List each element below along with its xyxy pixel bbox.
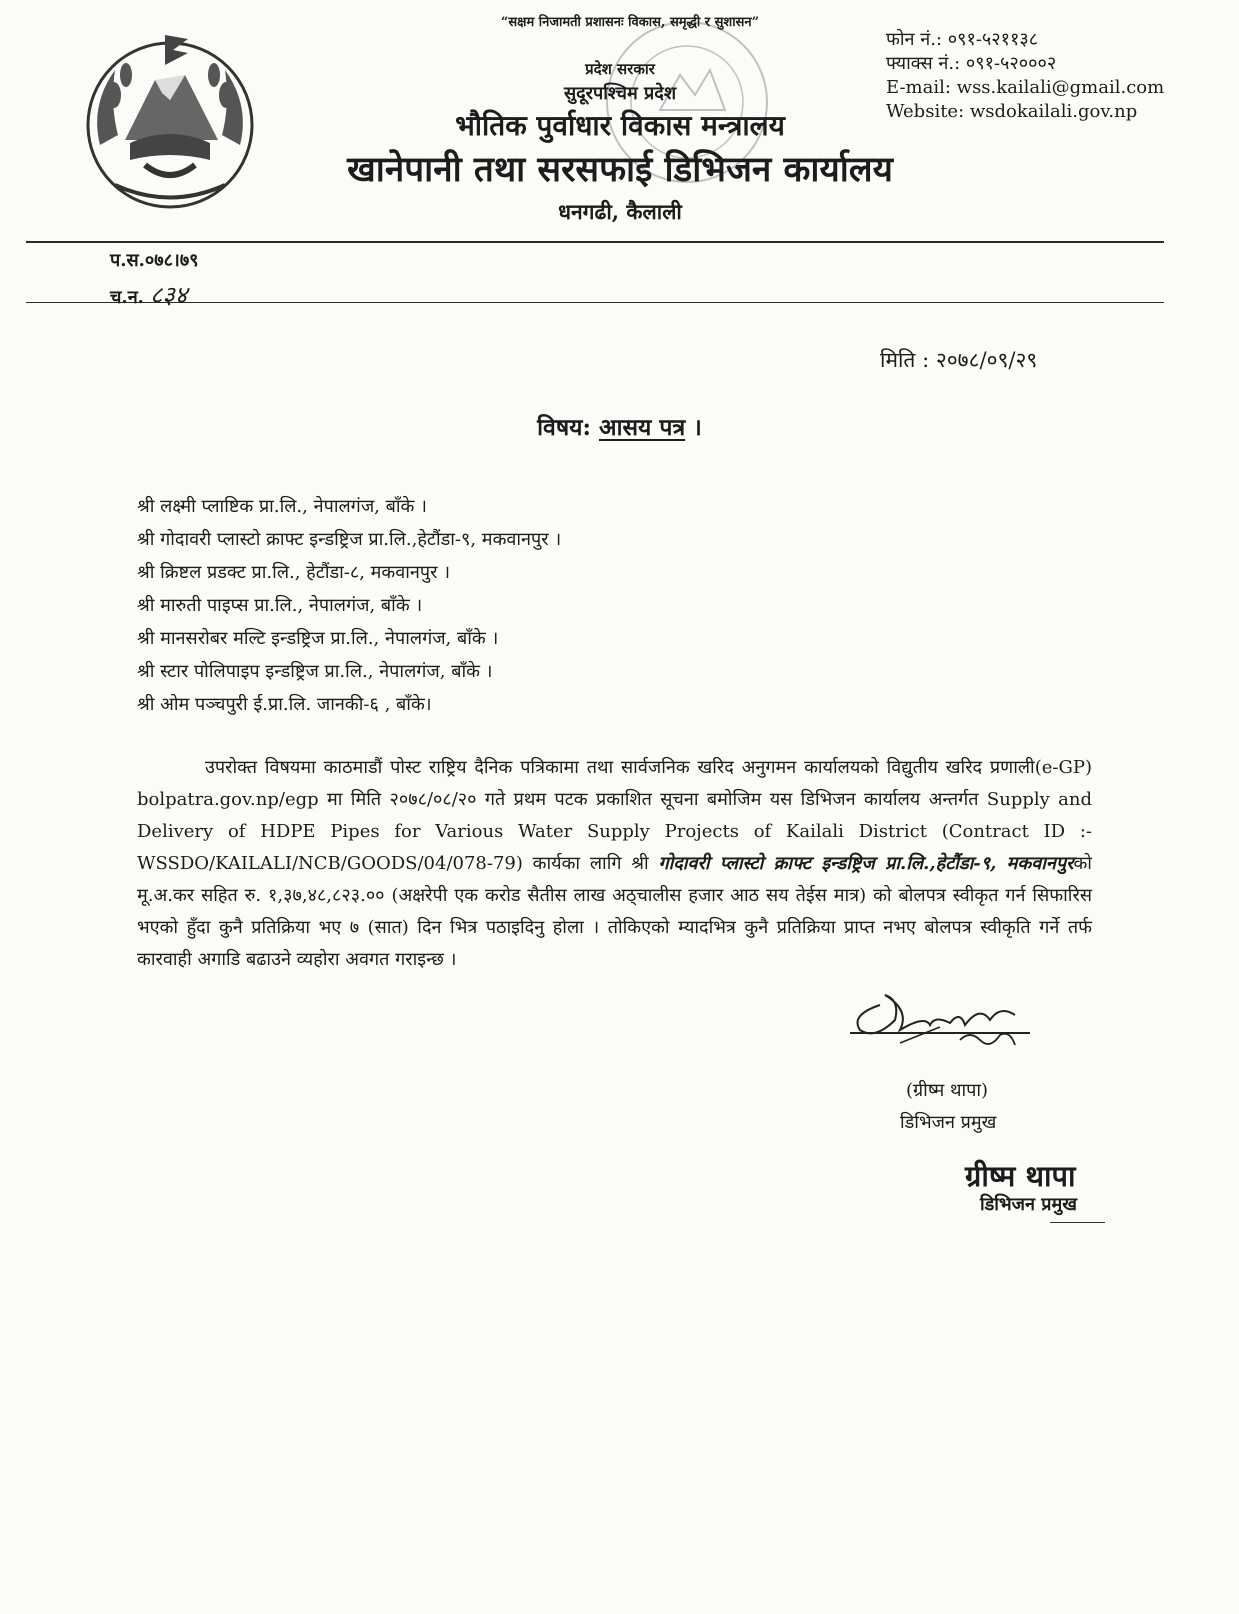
government-name: प्रदेश सरकार bbox=[585, 60, 655, 78]
letter-subject bbox=[0, 410, 1239, 442]
header-divider bbox=[26, 241, 1164, 243]
letter-body bbox=[137, 752, 1092, 976]
title-stamp: डिभिजन प्रमुख bbox=[980, 1194, 1077, 1215]
dispatch-label: च.न. bbox=[110, 287, 144, 308]
letterhead bbox=[250, 58, 990, 228]
fax-number: फ्याक्स नं.: ०९१-५२०००२ bbox=[886, 53, 1057, 74]
phone-number: फोन नं.: ०९१-५२११३८ bbox=[886, 29, 1039, 50]
addressee-item: श्री गोदावरी प्लास्टो क्राफ्ट इन्डष्ट्रिज प्रा.लि.,हेटौंडा-९, मकवानपुर । bbox=[137, 529, 562, 550]
body-part-1: उपरोक्त विषयमा काठमाडौं पोस्ट राष्ट्रिय दैनिक पत्रिकामा तथा सार्वजनिक खरिद अनुगमन कार्यालयको विद्युतीय खरिद प्रणाली(e-GP) bolpatra.gov.np/egp मा मिति २०७८/०८/२० गते प्रथम पटक प्रकाशित सूचना बमोजिम यस डिभिजन कार्यालय अन्तर्गत Supply and Delivery of HDPE Pipes for Various Water Supply Projects of Kailali District (Contract ID :- WSSDO/KAILALI/NCB/GOODS/04/078-79) कार्यका लागि श्री bbox=[137, 757, 1092, 874]
recommended-bidder: गोदावरी प्लास्टो क्राफ्ट इन्डष्ट्रिज प्रा.लि.,हेटौंडा-९, मकवानपुर bbox=[658, 853, 1074, 874]
addressee-item: श्री क्रिष्टल प्रडक्ट प्रा.लि., हेटौंडा-८, मकवानपुर । bbox=[137, 562, 451, 583]
addressee-list bbox=[137, 490, 561, 721]
letter-date: मिति : २०७८/०९/२९ bbox=[880, 348, 1038, 372]
name-stamp: ग्रीष्म थापा bbox=[965, 1159, 1076, 1193]
subject-text: आसय पत्र bbox=[598, 414, 686, 441]
addressee-item: श्री लक्ष्मी प्लाष्टिक प्रा.लि., नेपालगंज, बाँके । bbox=[137, 496, 427, 517]
dispatch-value: ८३४ bbox=[149, 281, 188, 309]
reference-number: प.स.०७८।७९ bbox=[110, 250, 199, 271]
addressee-item: श्री स्टार पोलिपाइप इन्डष्ट्रिज प्रा.लि., नेपालगंज, बाँके । bbox=[137, 661, 493, 682]
province-name: सुदूरपश्चिम प्रदेश bbox=[563, 83, 677, 104]
addressee-item: श्री मारुती पाइप्स प्रा.लि., नेपालगंज, बाँके । bbox=[137, 595, 423, 616]
office-name: खानेपानी तथा सरसफाई डिभिजन कार्यालय bbox=[347, 149, 893, 190]
ministry-name: भौतिक पुर्वाधार विकास मन्त्रालय bbox=[455, 109, 785, 142]
reference-divider bbox=[26, 302, 1164, 303]
stamp-underline bbox=[1050, 1222, 1105, 1223]
dispatch-number bbox=[110, 278, 187, 311]
handwritten-signature bbox=[840, 985, 1040, 1065]
government-emblem-icon bbox=[70, 25, 270, 215]
office-location: धनगढी, कैलाली bbox=[558, 199, 682, 224]
subject-label: विषय: bbox=[537, 414, 591, 441]
addressee-item: श्री मानसरोबर मल्टि इन्डष्ट्रिज प्रा.लि., नेपालगंज, बाँके । bbox=[137, 628, 499, 649]
signatory-name: (ग्रीष्म थापा) bbox=[906, 1080, 989, 1101]
motto: “सक्षम निजामती प्रशासनः विकास, समृद्धी र सुशासन” bbox=[500, 15, 760, 30]
body-part-2: को मू.अ.कर सहित रु. १,३७,४८,८२३.०० (अक्षरेपी एक करोड सैतीस लाख अठ्चालीस हजार आठ सय तेईस मात्र) को बोलपत्र स्वीकृत गर्न सिफारिस भएको हुँदा कुनै प्रतिक्रिया भए ७ (सात) दिन भित्र पठाइदिनु होला । तोकिएको म्यादभित्र कुनै प्रतिक्रिया प्राप्त नभए बोलपत्र स्वीकृति गर्ने तर्फ कारवाही अगाडि बढाउने व्यहोरा अवगत गराइन्छ । bbox=[137, 853, 1092, 970]
addressee-item: श्री ओम पञ्चपुरी ई.प्रा.लि. जानकी-६ , बाँके। bbox=[137, 694, 432, 715]
email-address: E-mail: wss.kailali@gmail.com bbox=[886, 77, 1165, 98]
contact-block bbox=[886, 28, 1164, 124]
subject-end: । bbox=[693, 414, 702, 441]
website-address: Website: wsdokailali.gov.np bbox=[886, 101, 1138, 122]
signatory-title: डिभिजन प्रमुख bbox=[900, 1112, 997, 1133]
